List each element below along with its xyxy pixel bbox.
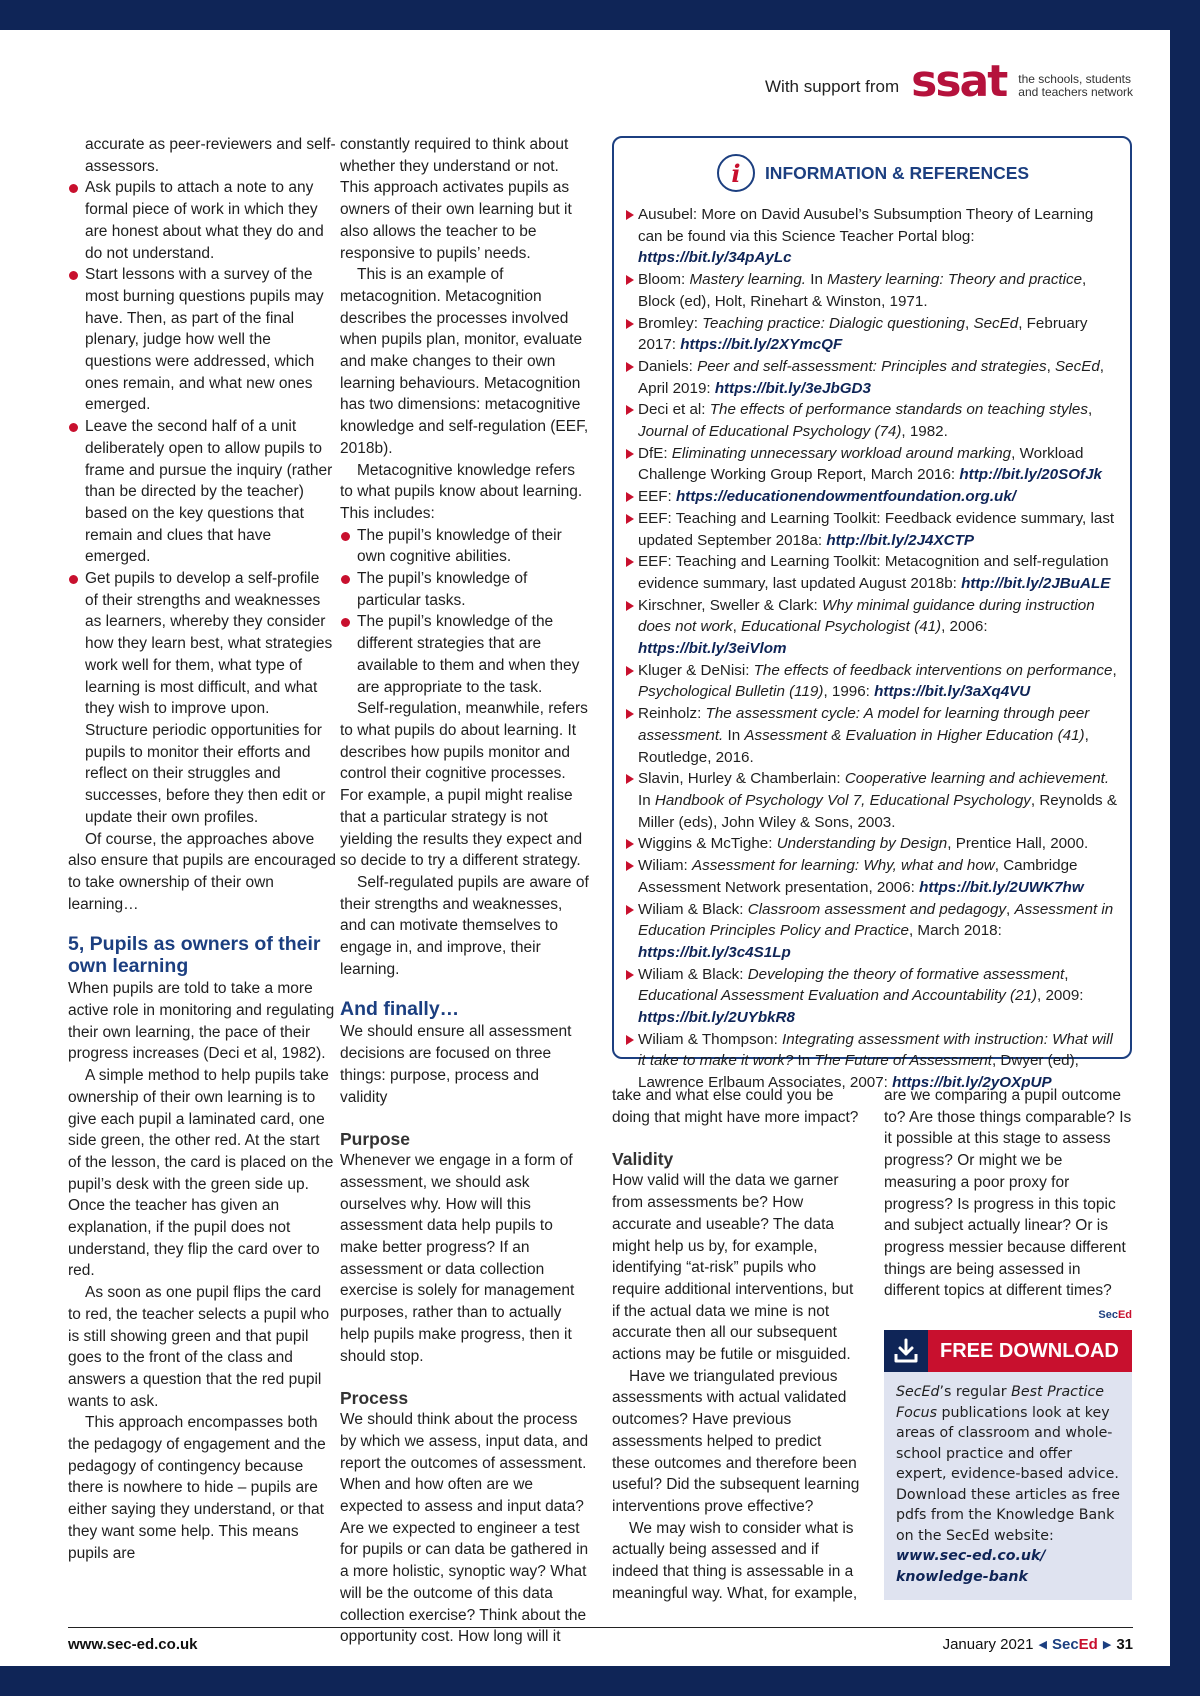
top-border	[0, 0, 1200, 30]
reference-text: Reinholz:	[638, 705, 706, 723]
reference-title: Eliminating unnecessary workload around marking	[671, 444, 1012, 462]
reference-text: , 2009:	[1037, 987, 1084, 1005]
reference-text: , Workload Challenge Working Group Report, March 2016:	[638, 444, 1084, 484]
reference-text: , Block (ed), Holt, Rinehart & Winston, 1971.	[638, 271, 1087, 310]
column-3	[612, 1085, 862, 1604]
reference-title: Integrating assessment with instruction: What will it take to make it work?	[638, 1030, 1113, 1070]
reference-text: Ausubel: More on David Ausubel’s Subsumption Theory of Learning can be found via this Science Teacher Portal blog:	[638, 206, 1094, 245]
reference-title: Teaching practice: Dialogic questioning	[702, 314, 965, 332]
reference-title: Why minimal guidance during instruction does not work	[638, 596, 1095, 636]
section-heading: 5, Pupils as owners of their own learning	[68, 933, 321, 978]
reference-text: ,	[1046, 357, 1056, 375]
reference-title: Psychological Bulletin (119)	[638, 683, 824, 701]
reference-item	[626, 313, 1120, 356]
support-text: With support from	[765, 77, 900, 96]
reference-item	[626, 855, 1120, 898]
support-banner	[765, 56, 1133, 107]
reference-title: SecEd	[1055, 357, 1100, 375]
seced-end-mark-ed: Ed	[1117, 1309, 1132, 1322]
paragraph: take and what else could you be doing that might have more impact?	[612, 1087, 859, 1126]
reference-text: ,	[732, 618, 742, 636]
reference-text: ,	[1087, 401, 1093, 419]
reference-title: The Future of Assessment	[814, 1052, 992, 1070]
reference-title: Developing the theory of formative assessment	[747, 965, 1065, 983]
footer-url[interactable]: www.sec-ed.co.uk	[68, 1636, 198, 1653]
info-icon: i	[717, 154, 755, 192]
reference-text: ,	[1064, 965, 1069, 983]
list-item: Start lessons with a survey of the most burning questions pupils may have. Then, as part of the final plenary, judge how well the questions were addressed, which ones remain, and what new ones emerged.	[68, 264, 336, 416]
paragraph: When pupils are told to take a more active role in monitoring and regulating their own learning, the pace of their progress increases (Deci et al, 1982).	[68, 980, 335, 1063]
footer-divider	[68, 1627, 1133, 1628]
references-box	[612, 136, 1132, 1092]
reference-text: ,	[1112, 661, 1117, 679]
reference-title: Mastery learning: Theory and practice	[827, 271, 1083, 289]
reference-title: Mastery learning.	[689, 271, 806, 289]
reference-text: Kirschner, Sweller & Clark:	[638, 596, 822, 614]
download-text: ’s regular	[939, 1384, 1012, 1400]
reference-item	[626, 551, 1120, 594]
page-number: 31	[1116, 1636, 1133, 1653]
reference-item	[626, 899, 1120, 964]
subheading: Purpose	[340, 1129, 411, 1150]
reference-text: Wiliam:	[638, 857, 692, 875]
free-download-panel	[884, 1330, 1132, 1600]
paragraph: A simple method to help pupils take ownership of their own learning is to give each pupil a laminated card, one side green, the other red. At the start of the lesson, the card is placed on the pupil’s desk with the green side up. Once the teacher has given an explanation, if the pupil does not understand, they flip the card over to red.	[68, 1067, 334, 1280]
paragraph: We may wish to consider what is actually being assessed and if indeed that thing is assessable in a meaningful way. What, for example,	[612, 1519, 858, 1602]
download-text: publications look at key areas of classroom and whole-school practice and offer expert, evidence-based advice. Download these articles as free pdfs from the Knowledge Bank on the SecEd website:	[896, 1404, 1120, 1544]
list-item: The pupil’s knowledge of particular tasks.	[340, 568, 590, 611]
bullet-list	[340, 525, 590, 699]
reference-title: The assessment cycle: A model for learning through peer assessment.	[638, 705, 1090, 744]
reference-text: In	[638, 791, 655, 809]
reference-item	[626, 660, 1120, 703]
reference-item	[626, 356, 1120, 399]
reference-title: Assessment for learning: Why, what and how	[692, 857, 995, 875]
list-item: The pupil’s knowledge of their own cognitive abilities.	[340, 525, 590, 568]
reference-text: Slavin, Hurley & Chamberlain:	[638, 770, 845, 788]
reference-text: , Reynolds & Miller (eds), John Wiley & Sons, 2003.	[638, 791, 1117, 831]
reference-text: Deci et al:	[638, 401, 710, 419]
reference-item	[626, 399, 1120, 442]
paragraph: Self-regulation, meanwhile, refers to what pupils do about learning. It describes how pupils monitor and control their cognitive processes. For example, a pupil might realise that a particular strategy is not yielding the results they expect and so decide to try a different strategy.	[340, 700, 588, 870]
reference-item	[626, 964, 1120, 1029]
reference-text: In	[723, 726, 745, 744]
reference-text: EEF:	[638, 488, 676, 506]
download-title: FREE DOWNLOAD	[928, 1330, 1132, 1372]
download-text-italic: SecEd	[896, 1384, 940, 1400]
ssat-logo: ssat	[911, 56, 1007, 107]
reference-text: , April 2019:	[638, 357, 1105, 397]
reference-link[interactable]: https://bit.ly/3eiVlom	[638, 640, 787, 658]
reference-title: Educational Psychologist (41)	[741, 618, 942, 636]
reference-title: Educational Assessment Evaluation and Accountability (21)	[638, 987, 1038, 1005]
reference-text: , February 2017:	[638, 314, 1088, 354]
paragraph: Metacognitive knowledge refers to what pupils know about learning. This includes:	[340, 461, 583, 522]
reference-title: Understanding by Design	[776, 835, 948, 853]
reference-item	[626, 768, 1120, 833]
list-item: Leave the second half of a unit deliberately open to allow pupils to frame and pursue the inquiry (rather than be directed by the teacher) based on the key questions that remain and clues that have emerged.	[68, 416, 336, 568]
reference-item	[626, 204, 1120, 269]
references-list	[626, 204, 1120, 1094]
triangle-right-icon: ▶	[1102, 1639, 1112, 1651]
reference-item	[626, 703, 1120, 768]
reference-text: EEF: Teaching and Learning Toolkit: Feedback evidence summary, last updated September 2018a:	[638, 509, 1115, 549]
knowledge-bank-link[interactable]: www.sec-ed.co.uk/ knowledge-bank	[896, 1548, 1046, 1585]
reference-text: , March 2018:	[908, 922, 1002, 940]
reference-link[interactable]: https://bit.ly/3aXq4VU	[874, 683, 1031, 701]
reference-text: DfE:	[638, 444, 672, 462]
reference-text: Wiggins & McTighe:	[638, 835, 777, 853]
download-arrow-icon	[892, 1337, 920, 1365]
paragraph-text: are we comparing a pupil outcome to? Are those things comparable? Is it possible at this stage to assess progress? Or might we be measuring a poor proxy for progress? Is progress in this topic and subject actually linear? Or is progress messier because different things are being assessed in different topics at different times?	[884, 1087, 1132, 1300]
ssat-tagline-line-2: and teachers network	[1018, 85, 1133, 99]
footer-brand-sec: Sec	[1051, 1636, 1079, 1653]
bullet-list	[68, 177, 336, 720]
reference-text: In	[793, 1052, 815, 1070]
reference-item	[626, 595, 1120, 660]
reference-link[interactable]: https://bit.ly/3eJbGD3	[714, 379, 871, 397]
reference-link[interactable]: https://bit.ly/2UWK7hw	[919, 878, 1084, 896]
paragraph: accurate as peer-reviewers and self-assessors.	[85, 136, 336, 175]
reference-text: Bromley:	[638, 314, 703, 332]
reference-title: The effects of feedback interventions on performance	[753, 661, 1113, 679]
reference-text: In	[806, 271, 828, 289]
reference-item	[626, 269, 1120, 312]
footer-brand-ed: Ed	[1078, 1636, 1098, 1653]
reference-text: ,	[965, 314, 974, 332]
reference-link[interactable]: http://bit.ly/2J4XCTP	[826, 531, 974, 549]
reference-title: Assessment & Evaluation in Higher Education (41)	[744, 726, 1085, 744]
reference-item	[626, 486, 1120, 508]
download-icon	[884, 1330, 928, 1372]
reference-text: Wiliam & Black:	[638, 965, 748, 983]
reference-title: Peer and self-assessment: Principles and strategies	[697, 357, 1047, 375]
reference-text: , Prentice Hall, 2000.	[947, 835, 1089, 853]
reference-text: , 2006:	[941, 618, 988, 636]
list-item: Get pupils to develop a self-profile of their strengths and weaknesses as learners, whereby they consider how they learn best, what strategies work well for them, what type of learning is most difficult, and what they wish to improve upon.	[68, 568, 336, 720]
reference-link[interactable]: https://bit.ly/34pAyLc	[638, 249, 792, 267]
reference-text: ,	[1006, 900, 1015, 918]
ssat-tagline-line-1: the schools, students	[1018, 72, 1131, 86]
reference-link[interactable]: https://bit.ly/2UYbkR8	[638, 1009, 795, 1027]
reference-item	[626, 443, 1120, 486]
column-4	[884, 1085, 1132, 1327]
reference-title: Assessment in Education Principles Policy and Practice	[638, 900, 1114, 940]
seced-end-mark-sec: Sec	[1098, 1309, 1118, 1322]
paragraph: Whenever we engage in a form of assessment, we should ask ourselves why. How will this assessment data help pupils to make better progress? If an assessment or data collection exercise is solely for management purposes, rather than to actually help pupils make progress, then it should stop.	[340, 1152, 575, 1365]
reference-link[interactable]: https://educationendowmentfoundation.org.uk/	[675, 488, 1016, 506]
reference-link[interactable]: https://bit.ly/2yOXpUP	[892, 1074, 1052, 1092]
footer-info	[943, 1636, 1133, 1653]
bottom-border	[0, 1666, 1200, 1696]
reference-link[interactable]: http://bit.ly/20SOfJk	[959, 466, 1102, 484]
reference-text: , Routledge, 2016.	[638, 726, 1089, 766]
reference-text: , Dwyer (ed), Lawrence Erlbaum Associates, 2007:	[638, 1052, 1079, 1092]
reference-title: Cooperative learning and achievement.	[844, 770, 1110, 788]
reference-text: , 1996:	[823, 683, 875, 701]
reference-title: Classroom assessment and pedagogy	[747, 900, 1007, 918]
footer-date: January 2021	[942, 1636, 1034, 1653]
triangle-left-icon: ◀	[1038, 1639, 1047, 1651]
list-item: The pupil’s knowledge of the different strategies that are available to them and when they are appropriate to the task.	[340, 611, 590, 698]
reference-link[interactable]: https://bit.ly/2XYmcQF	[680, 336, 843, 354]
subheading: Validity	[612, 1149, 674, 1170]
reference-text: EEF: Teaching and Learning Toolkit: Metacognition and self-regulation evidence summary, last updated August 2018b:	[638, 553, 1109, 592]
reference-item	[626, 833, 1120, 855]
paragraph: Of course, the approaches above also ensure that pupils are encouraged to take ownership of their own learning…	[68, 830, 336, 913]
right-border	[1170, 0, 1200, 1696]
reference-text: Wiliam & Thompson:	[638, 1030, 783, 1048]
reference-title: Journal of Educational Psychology (74)	[638, 423, 902, 441]
column-1	[68, 134, 336, 1564]
paragraph: Structure periodic opportunities for pupils to monitor their efforts and reflect on their struggles and successes, before they then edit or update their own profiles.	[85, 721, 326, 826]
reference-link[interactable]: http://bit.ly/2JBuALE	[961, 574, 1111, 592]
reference-text: Kluger & DeNisi:	[638, 661, 754, 679]
paragraph: We should think about the process by which we assess, input data, and report the outcomes of assessment. When and how often are we expected to assess and input data? Are we expected to engineer a test for pupils or can data be gathered in a more holistic, synoptic way? What will be the outcome of this data collection exercise? Think about the opportunity cost. How long will it	[340, 1411, 589, 1646]
paragraph: This is an example of metacognition. Metacognition describes the processes involved when pupils plan, monitor, evaluate and make changes to their own learning behaviours. Metacognition has two dimensions: metacognitive knowledge and self-regulation (EEF, 2018b).	[340, 266, 589, 457]
reference-title: The effects of performance standards on teaching styles	[709, 401, 1088, 419]
paragraph: constantly required to think about whether they understand or not. This approach activates pupils as owners of their own learning but it also allows the teacher to be responsive to pupils’ needs.	[340, 136, 572, 262]
paragraph: Self-regulated pupils are aware of their strengths and weaknesses, and can motivate themselves to engage in, and improve, their learning.	[340, 873, 589, 978]
references-header	[626, 154, 1120, 192]
footer-brand	[1052, 1636, 1098, 1653]
reference-link[interactable]: https://bit.ly/3c4S1Lp	[638, 943, 791, 961]
download-text-italic: Best Practice Focus	[896, 1384, 1104, 1421]
paragraph: As soon as one pupil flips the card to red, the teacher selects a pupil who is still showing green and that pupil goes to the front of the class and answers a question that the red pupil wants to ask.	[68, 1284, 330, 1410]
reference-title: Handbook of Psychology Vol 7, Educational Psychology	[654, 791, 1031, 809]
paragraph: Have we triangulated previous assessments with actual validated outcomes? Have previous assessments helped to predict these outcomes and therefore been useful? Did the subsequent learning interventions prove effective?	[612, 1367, 860, 1515]
download-body	[884, 1372, 1132, 1597]
subheading: Process	[340, 1388, 409, 1409]
reference-text: , Cambridge Assessment Network presentation, 2006:	[638, 857, 1078, 896]
reference-text: Daniels:	[638, 357, 698, 375]
section-heading: And finally…	[340, 998, 460, 1021]
reference-item	[626, 508, 1120, 551]
reference-text: Wiliam & Black:	[638, 900, 748, 918]
ssat-tagline	[1018, 73, 1133, 99]
column-2	[340, 134, 590, 1648]
paragraph: How valid will the data we garner from assessments be? How accurate and useable? The data might help us by, for example, identifying “at-risk” pupils who require additional interventions, but if the actual data we mine is not accurate then all our subsequent actions may be futile or misguided.	[612, 1172, 854, 1364]
list-item: Ask pupils to attach a note to any formal piece of work in which they are honest about what they do and do not understand.	[68, 177, 336, 264]
paragraph: This approach encompasses both the pedagogy of engagement and the pedagogy of contingency because there is nowhere to hide – pupils are either saying they understand, or that they want some help. This means pupils are	[68, 1414, 326, 1562]
reference-title: SecEd	[973, 314, 1019, 332]
reference-text: , 1982.	[901, 423, 948, 441]
seced-end-mark	[1098, 1305, 1132, 1327]
reference-text: Bloom:	[638, 271, 690, 289]
download-header	[884, 1330, 1132, 1372]
references-title: INFORMATION & REFERENCES	[764, 162, 1030, 183]
paragraph	[884, 1085, 1132, 1322]
paragraph: We should ensure all assessment decisions are focused on three things: purpose, process and validity	[340, 1023, 572, 1106]
